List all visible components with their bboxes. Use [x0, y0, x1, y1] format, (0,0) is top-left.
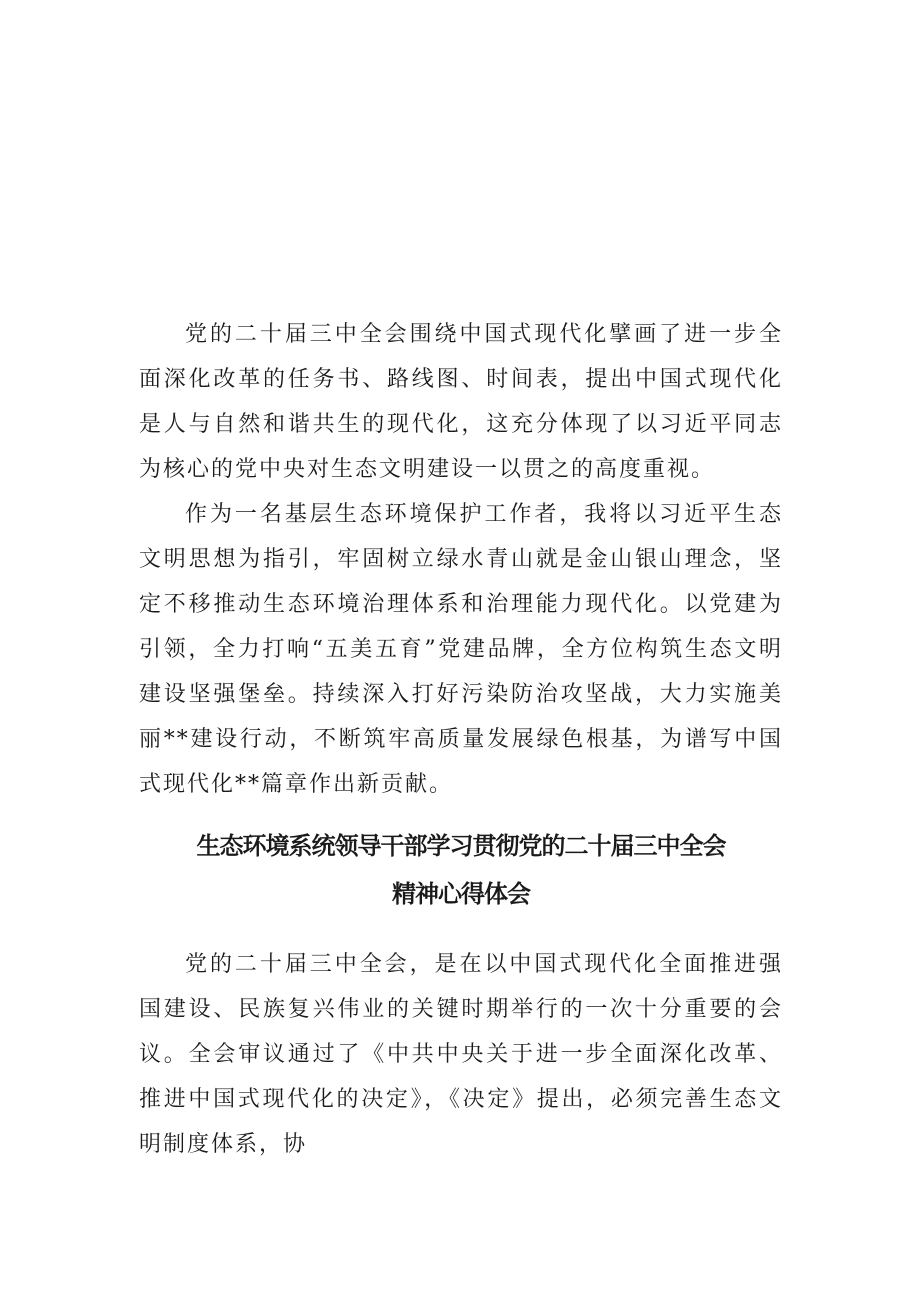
document-page: [139, 0, 783, 1301]
section-title-line-1: 生态环境系统领导干部学习贯彻党的二十届三中全会: [196, 832, 726, 860]
section-title: [139, 822, 783, 918]
paragraph-1: 党的二十届三中全会围绕中国式现代化擘画了进一步全面深化改革的任务书、路线图、时间表，提出中国式现代化是人与自然和谐共生的现代化，这充分体现了以习近平同志为核心的党中央对生态文明建设一以贯之的高度重视。: [139, 322, 783, 482]
paragraph-3: 党的二十届三中全会，是在以中国式现代化全面推进强国建设、民族复兴伟业的关键时期举行的一次十分重要的会议。全会审议通过了《中共中央关于进一步全面深化改革、推进中国式现代化的决定》，《决定》提出，必须完善生态文明制度体系，协: [139, 952, 783, 1157]
paragraph-2: 作为一名基层生态环境保护工作者，我将以习近平生态文明思想为指引，牢固树立绿水青山就是金山银山理念，坚定不移推动生态环境治理体系和治理能力现代化。以党建为引领，全力打响“五美五育”党建品牌，全方位构筑生态文明建设坚强堡垒。持续深入打好污染防治攻坚战，大力实施美丽**建设行动，不断筑牢高质量发展绿色根基，为谱写中国式现代化**篇章作出新贡献。: [139, 502, 783, 797]
section-title-line-2: 精神心得体会: [392, 880, 530, 908]
